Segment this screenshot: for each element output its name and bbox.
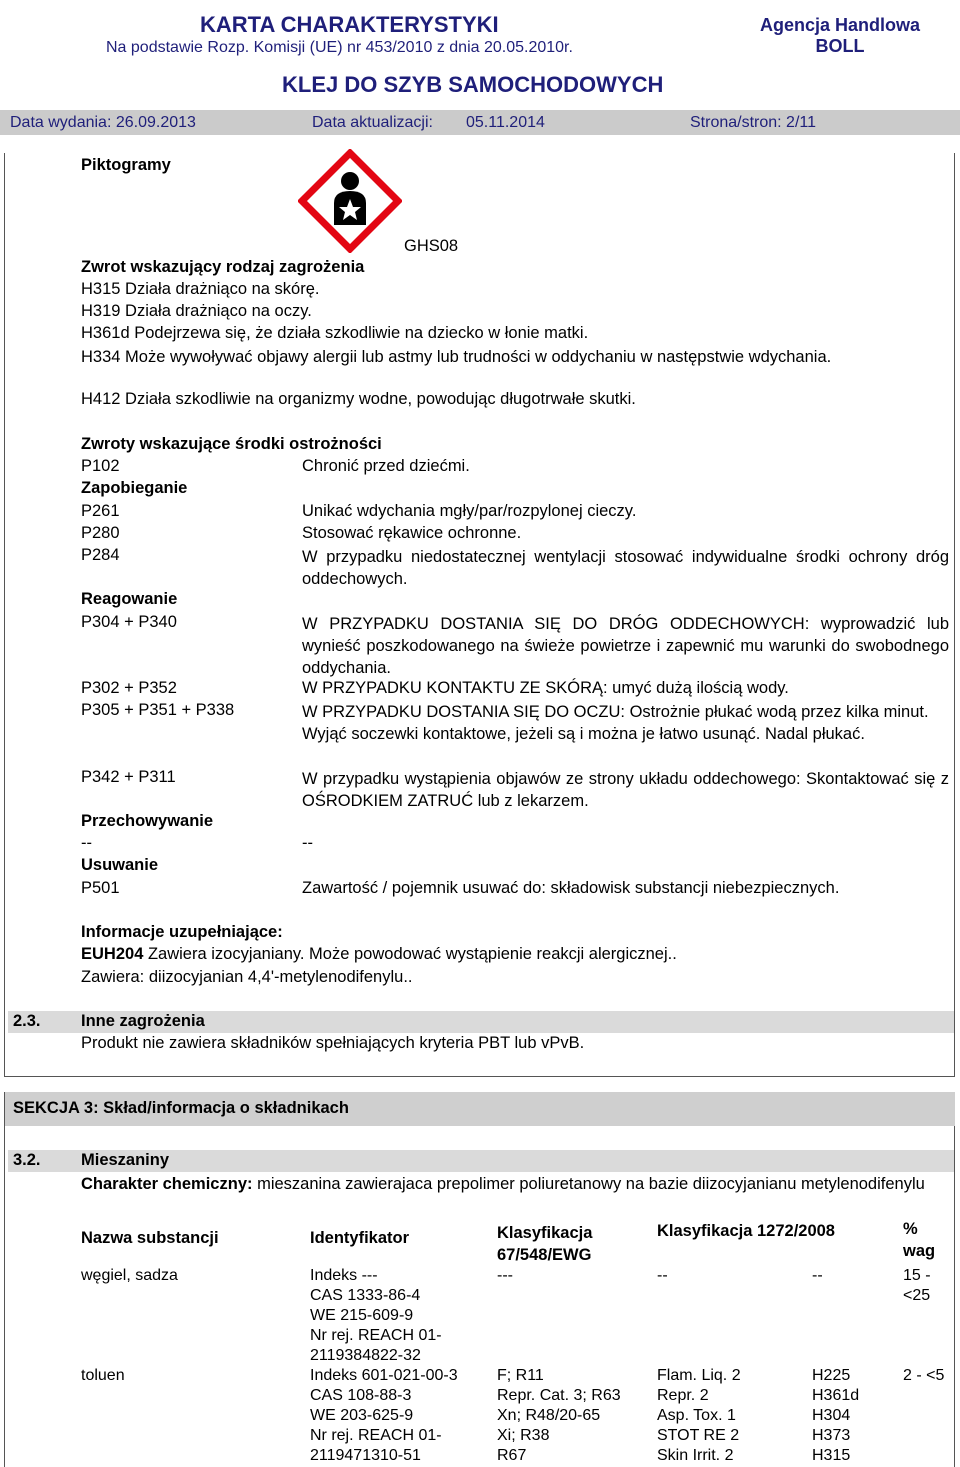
class67-line: Xn; R48/20-65 [497,1407,601,1424]
class1272-line: Skin Irrit. 2 [657,1447,734,1464]
header-info-bar [0,110,960,135]
class1272-line: Flam. Liq. 2 [657,1367,741,1384]
identifier-line: 2119384822-32 [310,1347,421,1364]
section-2-3-title: Inne zagrożenia [81,1012,205,1030]
identifier-line: Indeks 601-021-00-3 [310,1367,458,1384]
p102-text: Chronić przed dziećmi. [302,457,470,475]
class67-values [497,1366,621,1466]
pictograms-heading: Piktogramy [81,156,171,174]
hazard-text: Działa drażniąco na oczy. [125,302,312,320]
document-title: KARTA CHARAKTERYSTYKI [200,12,499,37]
page-number: Strona/stron: 2/11 [690,114,816,131]
p304-code: P304 + P340 [81,613,177,631]
hazard-text: Podejrzewa się, że działa szkodliwie na dziecko w łonie matki. [134,324,589,342]
class1272-line: STOT RE 2 [657,1427,740,1444]
identifier-line: 2119471310-51 [310,1447,421,1464]
frame-left [4,153,5,1076]
col-header-percent-line1: % [903,1220,918,1238]
hcode-line: H315 [812,1447,851,1464]
disposal-heading: Usuwanie [81,856,159,874]
hcode-line: H373 [812,1427,851,1444]
precautionary-heading: Zwroty wskazujące środki ostrożności [81,435,382,453]
p102-code: P102 [81,457,120,475]
hazard-text: Działa szkodliwie na organizmy wodne, powodując długotrwałe skutki. [125,390,636,408]
col-header-identifier: Identyfikator [310,1229,410,1247]
p305-code: P305 + P351 + P338 [81,701,235,719]
class67-line: Xi; R38 [497,1427,550,1444]
section-2-3-text: Produkt nie zawiera składników spełniających kryteria PBT lub vPvB. [81,1034,585,1052]
hazard-h412 [81,390,636,409]
section-3-2-number: 3.2. [13,1151,41,1169]
euh-text: Zawiera izocyjaniany. Może powodować wystąpienie reakcji alergicznej.. [147,945,677,963]
hcode-value: -- [812,1267,823,1284]
product-name: KLEJ DO SZYB SAMOCHODOWYCH [282,72,664,97]
section-3-2-title: Mieszaniny [81,1151,170,1169]
identifier-line: WE 203-625-9 [310,1407,414,1424]
substance-identifiers [310,1366,458,1466]
agency-line-2: BOLL [815,36,865,56]
p501-code: P501 [81,879,120,897]
hazard-h334 [81,346,949,368]
hazard-text: Działa drażniąco na skórę. [125,280,320,298]
p284-code: P284 [81,546,120,564]
hcode-line: H361d [812,1387,860,1404]
section-divider [4,1076,955,1077]
p501-text: Zawartość / pojemnik usuwać do: składowisk substancji niebezpiecznych. [302,879,840,897]
chemical-character [81,1173,941,1195]
percent-line: 15 - [903,1267,931,1284]
contains-text: Zawiera: diizocyjanian 4,4'-metylenodifenylu.. [81,968,413,986]
hazard-h319 [81,302,312,321]
agency-line-1: Agencja Handlowa [759,15,921,35]
p284-text: W przypadku niedostatecznej wentylacji stosować indywidualne środki ochrony dróg oddechowych. [302,548,949,588]
class67-line: R67 [497,1447,527,1464]
p304-text: W PRZYPADKU DOSTANIA SIĘ DO DRÓG ODDECHOWYCH: wyprowadzić lub wynieść poszkodowanego na świeże powietrze i zapewnić mu warunki do swobodnego oddychania. [302,615,949,677]
identifier-line: Nr rej. REACH 01- [310,1427,442,1444]
identifier-line: WE 215-609-9 [310,1307,414,1324]
hazard-code: H412 [81,390,121,408]
hcode-values [812,1366,859,1466]
col-header-percent [903,1218,935,1262]
percent-value: 2 - <5 [903,1367,945,1384]
supplementary-heading: Informacje uzupełniające: [81,923,283,941]
frame-left-2 [4,1092,5,1467]
section-2-3-number: 2.3. [13,1012,41,1030]
substance-name: toluen [81,1367,125,1384]
p302-code: P302 + P352 [81,679,177,697]
col-header-percent-line2: wag [903,1242,936,1260]
storage-text: -- [302,834,313,852]
hazard-statements-heading: Zwrot wskazujący rodzaj zagrożenia [81,258,365,276]
col-header-name: Nazwa substancji [81,1229,219,1247]
class1272-line: Repr. 2 [657,1387,709,1404]
frame-right [954,153,955,1076]
health-hazard-icon [298,149,402,253]
hazard-code: H334 [81,348,121,366]
p261-code: P261 [81,502,120,520]
frame-right-2 [954,1092,955,1467]
identifier-line: Indeks --- [310,1267,378,1284]
p342-code: P342 + P311 [81,768,176,786]
hcode-line: H304 [812,1407,851,1424]
prevention-heading: Zapobieganie [81,479,188,497]
class67-value: --- [497,1267,513,1284]
euh-code: EUH204 [81,945,144,963]
hazard-h315 [81,280,319,299]
issue-date: Data wydania: 26.09.2013 [10,114,196,131]
ghs-code: GHS08 [404,237,459,255]
hazard-code: H315 [81,280,121,298]
substance-name: węgiel, sadza [81,1267,178,1284]
identifier-line: CAS 1333-86-4 [310,1287,421,1304]
hcode-line: H225 [812,1367,851,1384]
section-3-title: SEKCJA 3: Skład/informacja o składnikach [13,1099,349,1117]
substance-identifiers [310,1266,442,1366]
p261-text: Unikać wdychania mgły/par/rozpylonej cieczy. [302,502,637,520]
update-date: 05.11.2014 [466,114,545,131]
p280-code: P280 [81,524,120,542]
euh204-statement [81,945,677,964]
col-header-class67: Klasyfikacja 67/548/EWG [497,1224,593,1264]
hazard-code: H361d [81,324,130,342]
hazard-text: Może wywoływać objawy alergii lub astmy lub trudności w oddychaniu w następstwie wdychania. [125,348,832,366]
hazard-code: H319 [81,302,121,320]
storage-code: -- [81,834,92,852]
p342-text: W przypadku wystąpienia objawów ze strony układu oddechowego: Skontaktować się z OŚRODKIEM ZATRUĆ lub z lekarzem. [302,770,949,810]
agency-name [726,15,954,57]
class1272-values [657,1366,741,1466]
chemical-character-label: Charakter chemiczny: [81,1175,253,1193]
class67-line: F; R11 [497,1367,544,1384]
ghs08-pictogram [298,149,402,253]
identifier-line: Nr rej. REACH 01- [310,1327,442,1344]
class1272-line: Asp. Tox. 1 [657,1407,736,1424]
response-heading: Reagowanie [81,590,178,608]
storage-heading: Przechowywanie [81,812,214,830]
chemical-character-text: mieszanina zawierajaca prepolimer poliuretanowy na bazie diizocyjanianu metylenodifenylu [257,1175,925,1193]
update-date-label: Data aktualizacji: [312,114,433,131]
percent-line: <25 [903,1287,931,1304]
percent-value [903,1266,931,1306]
p305-text: W PRZYPADKU DOSTANIA SIĘ DO OCZU: Ostrożnie płukać wodą przez kilka minut. Wyjąć soczewki kontaktowe, jeżeli są i można je łatwo usunąć. Nadal płukać. [302,703,929,743]
p280-text: Stosować rękawice ochronne. [302,524,522,542]
col-header-class1272: Klasyfikacja 1272/2008 [657,1222,835,1240]
hazard-h361d [81,324,588,343]
regulation-text: Na podstawie Rozp. Komisji (UE) nr 453/2010 z dnia 20.05.2010r. [106,39,573,56]
p302-text: W PRZYPADKU KONTAKTU ZE SKÓRĄ: umyć dużą ilością wody. [302,679,789,697]
class1272-value: -- [657,1267,668,1284]
identifier-line: CAS 108-88-3 [310,1387,412,1404]
class67-line: Repr. Cat. 3; R63 [497,1387,621,1404]
